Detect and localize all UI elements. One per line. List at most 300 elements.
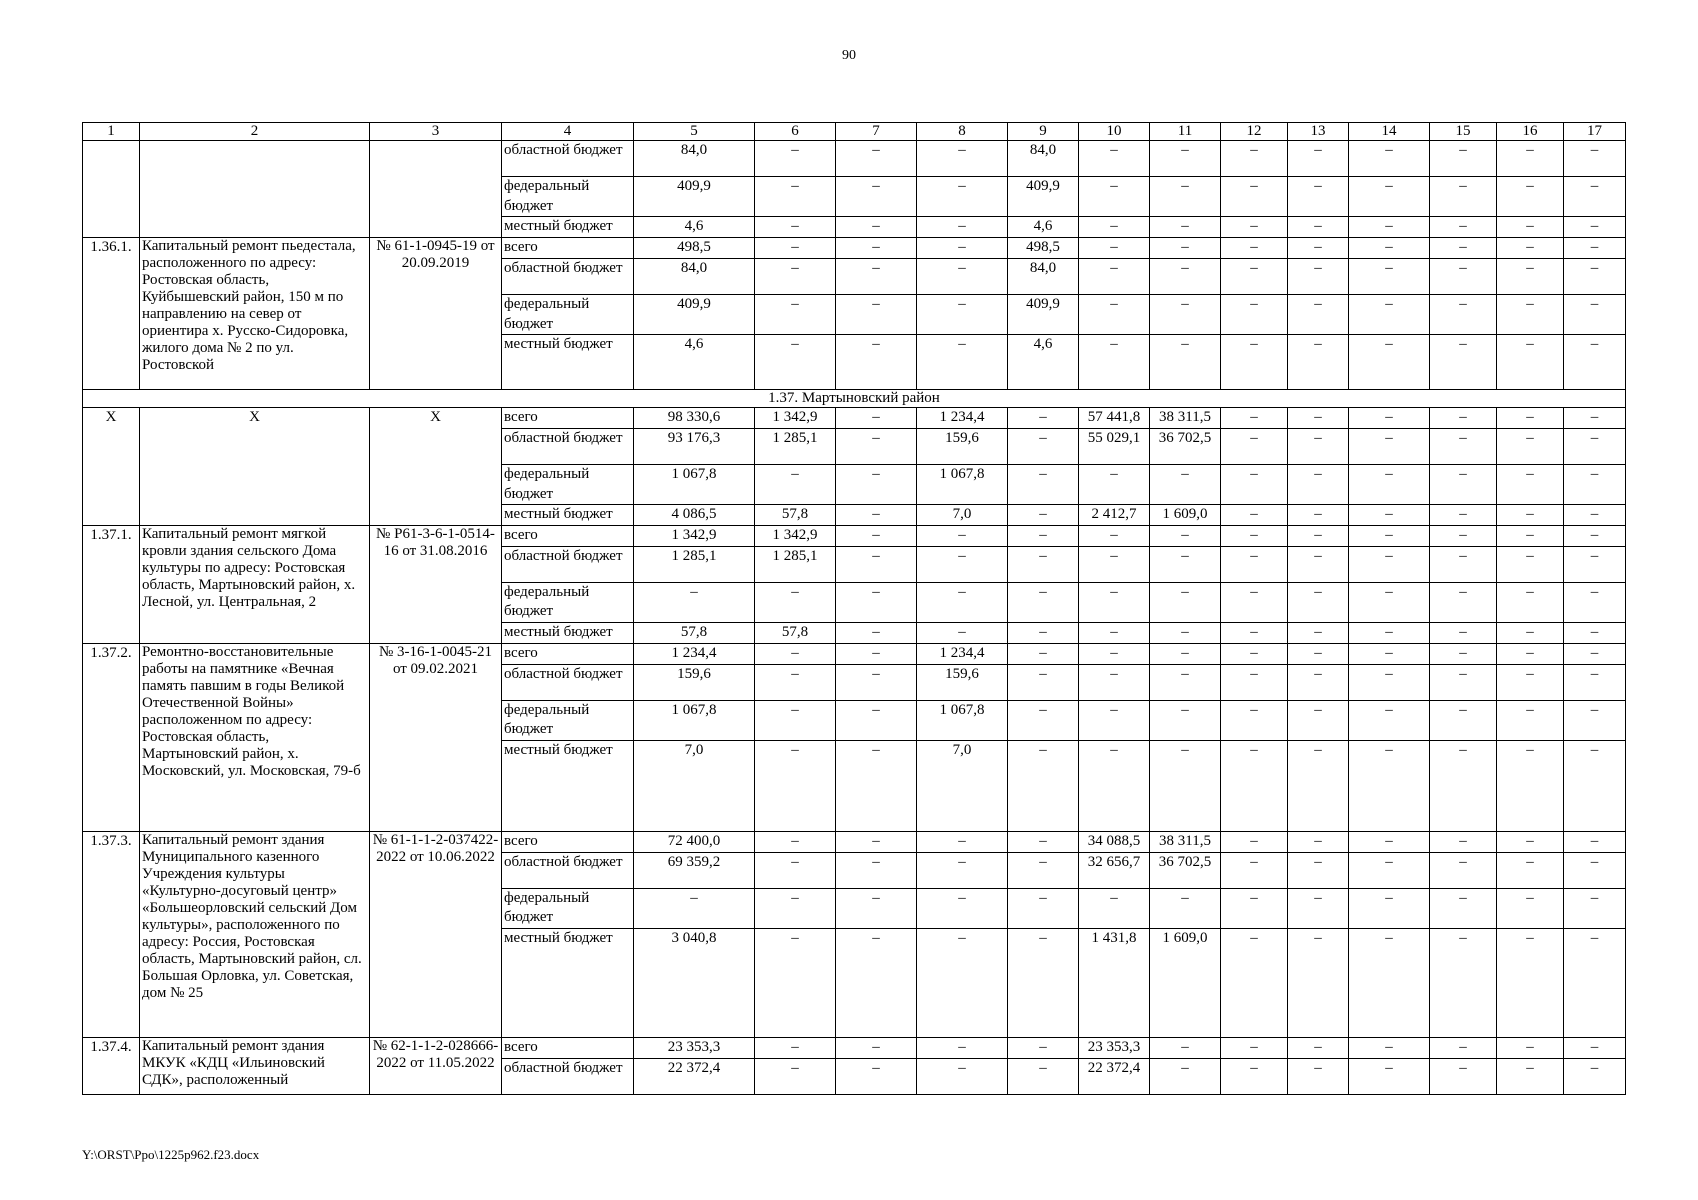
- table-row: [83, 1038, 1626, 1059]
- table-row: [83, 643, 1626, 664]
- dash-cell: –: [1288, 505, 1349, 526]
- document-ref: № Р61-3-6-1-0514-16 от 31.08.2016: [370, 526, 502, 644]
- dash-cell: –: [836, 1038, 917, 1059]
- dash-cell: –: [1430, 582, 1497, 622]
- dash-cell: –: [1288, 582, 1349, 622]
- dash-cell: –: [1221, 408, 1288, 429]
- section-title: 1.37. Мартыновский район: [83, 390, 1626, 408]
- dash-cell: –: [1564, 929, 1626, 1038]
- dash-cell: –: [1349, 464, 1430, 504]
- dash-cell: –: [1150, 526, 1221, 547]
- dash-cell: –: [1497, 582, 1564, 622]
- value-cell: 409,9: [1008, 294, 1079, 334]
- dash-cell: –: [1564, 831, 1626, 852]
- dash-cell: –: [755, 888, 836, 928]
- dash-cell: –: [1221, 335, 1288, 390]
- value-cell: 1 285,1: [755, 428, 836, 464]
- dash-cell: –: [1288, 700, 1349, 740]
- dash-cell: –: [1349, 1058, 1430, 1094]
- dash-cell: –: [1430, 852, 1497, 888]
- dash-cell: –: [1221, 294, 1288, 334]
- document-ref: № 3-16-1-0045-21 от 09.02.2021: [370, 643, 502, 831]
- dash-cell: –: [1349, 929, 1430, 1038]
- dash-cell: –: [1430, 428, 1497, 464]
- value-cell: 1 285,1: [755, 546, 836, 582]
- dash-cell: –: [1564, 217, 1626, 238]
- item-number: 1.37.3.: [83, 831, 140, 1037]
- dash-cell: –: [836, 888, 917, 928]
- source-label: областной бюджет: [502, 546, 634, 582]
- value-cell: 7,0: [917, 740, 1008, 831]
- page-number: 90: [842, 48, 856, 63]
- value-cell: 159,6: [917, 428, 1008, 464]
- dash-cell: –: [836, 740, 917, 831]
- dash-cell: –: [1288, 238, 1349, 259]
- dash-cell: –: [1150, 664, 1221, 700]
- source-label: местный бюджет: [502, 335, 634, 390]
- value-cell: 84,0: [634, 141, 755, 177]
- value-cell: 38 311,5: [1150, 408, 1221, 429]
- item-name: X: [140, 408, 370, 526]
- value-cell: 409,9: [1008, 177, 1079, 217]
- dash-cell: –: [755, 238, 836, 259]
- value-cell: 2 412,7: [1079, 505, 1150, 526]
- dash-cell: –: [1349, 294, 1430, 334]
- value-cell: 4,6: [1008, 335, 1079, 390]
- dash-cell: –: [1497, 1058, 1564, 1094]
- dash-cell: –: [917, 294, 1008, 334]
- dash-cell: –: [917, 177, 1008, 217]
- dash-cell: –: [917, 623, 1008, 644]
- value-cell: 36 702,5: [1150, 428, 1221, 464]
- dash-cell: –: [1430, 643, 1497, 664]
- dash-cell: –: [1288, 852, 1349, 888]
- dash-cell: –: [1221, 1058, 1288, 1094]
- table-row: [83, 141, 1626, 177]
- dash-cell: –: [1564, 505, 1626, 526]
- value-cell: 84,0: [634, 258, 755, 294]
- section-row: [83, 390, 1626, 408]
- dash-cell: –: [1497, 664, 1564, 700]
- dash-cell: –: [1497, 526, 1564, 547]
- header-cell: 7: [836, 123, 917, 141]
- value-cell: 409,9: [634, 294, 755, 334]
- source-label: всего: [502, 238, 634, 259]
- header-cell: 11: [1150, 123, 1221, 141]
- header-cell: 14: [1349, 123, 1430, 141]
- dash-cell: –: [634, 888, 755, 928]
- dash-cell: –: [1564, 1058, 1626, 1094]
- dash-cell: –: [1079, 464, 1150, 504]
- dash-cell: –: [1497, 428, 1564, 464]
- dash-cell: –: [1288, 177, 1349, 217]
- dash-cell: –: [836, 623, 917, 644]
- dash-cell: –: [836, 335, 917, 390]
- dash-cell: –: [1079, 740, 1150, 831]
- header-cell: 3: [370, 123, 502, 141]
- dash-cell: –: [836, 428, 917, 464]
- dash-cell: –: [1150, 177, 1221, 217]
- dash-cell: –: [1079, 294, 1150, 334]
- source-label: всего: [502, 526, 634, 547]
- dash-cell: –: [1221, 852, 1288, 888]
- value-cell: 4,6: [634, 217, 755, 238]
- dash-cell: –: [917, 582, 1008, 622]
- dash-cell: –: [836, 582, 917, 622]
- dash-cell: –: [917, 1038, 1008, 1059]
- dash-cell: –: [1564, 464, 1626, 504]
- dash-cell: –: [1288, 929, 1349, 1038]
- dash-cell: –: [1564, 177, 1626, 217]
- dash-cell: –: [1008, 1038, 1079, 1059]
- dash-cell: –: [1564, 258, 1626, 294]
- dash-cell: –: [1564, 526, 1626, 547]
- dash-cell: –: [1150, 258, 1221, 294]
- dash-cell: –: [1008, 929, 1079, 1038]
- table-row: [83, 526, 1626, 547]
- dash-cell: –: [917, 852, 1008, 888]
- dash-cell: –: [1008, 1058, 1079, 1094]
- item-name: Ремонтно-восстановительные работы на памятнике «Вечная память павшим в годы Великой Отечественной Войны» расположенном по адресу: Ростовская область, Мартыновский район, х. Московский, ул. Московская, 79-б: [140, 643, 370, 831]
- dash-cell: –: [1008, 852, 1079, 888]
- dash-cell: –: [755, 217, 836, 238]
- dash-cell: –: [1079, 623, 1150, 644]
- dash-cell: –: [1008, 740, 1079, 831]
- dash-cell: –: [1349, 643, 1430, 664]
- value-cell: 1 234,4: [634, 643, 755, 664]
- dash-cell: –: [917, 238, 1008, 259]
- dash-cell: –: [1430, 335, 1497, 390]
- value-cell: 4 086,5: [634, 505, 755, 526]
- value-cell: 1 342,9: [755, 408, 836, 429]
- dash-cell: –: [1430, 258, 1497, 294]
- dash-cell: –: [917, 217, 1008, 238]
- source-label: областной бюджет: [502, 258, 634, 294]
- source-label: местный бюджет: [502, 217, 634, 238]
- dash-cell: –: [755, 141, 836, 177]
- dash-cell: –: [1288, 141, 1349, 177]
- header-cell: 2: [140, 123, 370, 141]
- value-cell: 57 441,8: [1079, 408, 1150, 429]
- dash-cell: –: [836, 546, 917, 582]
- value-cell: 159,6: [634, 664, 755, 700]
- dash-cell: –: [1497, 623, 1564, 644]
- dash-cell: –: [836, 217, 917, 238]
- dash-cell: –: [1564, 428, 1626, 464]
- dash-cell: –: [1008, 888, 1079, 928]
- dash-cell: –: [917, 546, 1008, 582]
- dash-cell: –: [755, 700, 836, 740]
- dash-cell: –: [1564, 335, 1626, 390]
- dash-cell: –: [1349, 258, 1430, 294]
- dash-cell: –: [1221, 238, 1288, 259]
- item-name: Капитальный ремонт здания МКУК «КДЦ «Ильиновский СДК», расположенный: [140, 1038, 370, 1095]
- dash-cell: –: [1150, 582, 1221, 622]
- dash-cell: –: [1564, 294, 1626, 334]
- dash-cell: –: [1497, 546, 1564, 582]
- value-cell: 1 342,9: [755, 526, 836, 547]
- document-ref: № 62-1-1-2-028666-2022 от 11.05.2022: [370, 1038, 502, 1095]
- value-cell: 1 067,8: [634, 464, 755, 504]
- dash-cell: –: [836, 505, 917, 526]
- dash-cell: –: [1288, 526, 1349, 547]
- dash-cell: –: [1288, 888, 1349, 928]
- dash-cell: –: [1008, 664, 1079, 700]
- dash-cell: –: [1497, 929, 1564, 1038]
- dash-cell: –: [917, 258, 1008, 294]
- dash-cell: –: [1008, 643, 1079, 664]
- value-cell: 4,6: [1008, 217, 1079, 238]
- dash-cell: –: [1349, 623, 1430, 644]
- dash-cell: –: [917, 929, 1008, 1038]
- dash-cell: –: [836, 831, 917, 852]
- source-label: областной бюджет: [502, 428, 634, 464]
- value-cell: 84,0: [1008, 141, 1079, 177]
- value-cell: 57,8: [755, 505, 836, 526]
- header-cell: 8: [917, 123, 1008, 141]
- dash-cell: –: [1288, 464, 1349, 504]
- dash-cell: –: [1349, 1038, 1430, 1059]
- value-cell: 1 342,9: [634, 526, 755, 547]
- header-cell: 1: [83, 123, 140, 141]
- source-label: федеральный бюджет: [502, 700, 634, 740]
- dash-cell: –: [1150, 623, 1221, 644]
- dash-cell: –: [1221, 141, 1288, 177]
- dash-cell: –: [1150, 740, 1221, 831]
- value-cell: 32 656,7: [1079, 852, 1150, 888]
- dash-cell: –: [1221, 428, 1288, 464]
- source-label: федеральный бюджет: [502, 294, 634, 334]
- dash-cell: –: [755, 582, 836, 622]
- dash-cell: –: [1430, 700, 1497, 740]
- source-label: местный бюджет: [502, 929, 634, 1038]
- value-cell: 22 372,4: [1079, 1058, 1150, 1094]
- value-cell: 57,8: [634, 623, 755, 644]
- dash-cell: –: [1430, 1058, 1497, 1094]
- dash-cell: –: [1150, 335, 1221, 390]
- dash-cell: –: [1430, 664, 1497, 700]
- dash-cell: –: [1288, 217, 1349, 238]
- value-cell: 98 330,6: [634, 408, 755, 429]
- dash-cell: –: [836, 408, 917, 429]
- dash-cell: –: [1497, 700, 1564, 740]
- dash-cell: –: [1079, 582, 1150, 622]
- item-name: Капитальный ремонт мягкой кровли здания сельского Дома культуры по адресу: Ростовская область, Мартыновский район, х. Лесной, ул. Центральная, 2: [140, 526, 370, 644]
- dash-cell: –: [634, 582, 755, 622]
- value-cell: 1 067,8: [917, 700, 1008, 740]
- dash-cell: –: [1497, 643, 1564, 664]
- dash-cell: –: [755, 177, 836, 217]
- dash-cell: –: [1288, 335, 1349, 390]
- dash-cell: –: [1221, 582, 1288, 622]
- dash-cell: –: [1564, 888, 1626, 928]
- dash-cell: –: [1221, 929, 1288, 1038]
- value-cell: 38 311,5: [1150, 831, 1221, 852]
- value-cell: 1 609,0: [1150, 505, 1221, 526]
- dash-cell: –: [917, 526, 1008, 547]
- dash-cell: –: [917, 1058, 1008, 1094]
- source-label: федеральный бюджет: [502, 888, 634, 928]
- dash-cell: –: [836, 464, 917, 504]
- dash-cell: –: [755, 1058, 836, 1094]
- dash-cell: –: [1497, 238, 1564, 259]
- value-cell: 1 067,8: [917, 464, 1008, 504]
- dash-cell: –: [1349, 740, 1430, 831]
- value-cell: 1 285,1: [634, 546, 755, 582]
- dash-cell: –: [1150, 1058, 1221, 1094]
- dash-cell: –: [836, 852, 917, 888]
- dash-cell: –: [1008, 546, 1079, 582]
- dash-cell: –: [1430, 831, 1497, 852]
- dash-cell: –: [1349, 217, 1430, 238]
- dash-cell: –: [1349, 582, 1430, 622]
- value-cell: 22 372,4: [634, 1058, 755, 1094]
- dash-cell: –: [1430, 740, 1497, 831]
- header-cell: 13: [1288, 123, 1349, 141]
- empty-doc-cell: [370, 141, 502, 238]
- value-cell: 55 029,1: [1079, 428, 1150, 464]
- dash-cell: –: [1497, 464, 1564, 504]
- dash-cell: –: [917, 335, 1008, 390]
- dash-cell: –: [1497, 740, 1564, 831]
- dash-cell: –: [836, 526, 917, 547]
- value-cell: 7,0: [917, 505, 1008, 526]
- dash-cell: –: [1564, 546, 1626, 582]
- dash-cell: –: [1008, 428, 1079, 464]
- dash-cell: –: [1349, 700, 1430, 740]
- value-cell: 1 067,8: [634, 700, 755, 740]
- dash-cell: –: [1564, 852, 1626, 888]
- dash-cell: –: [1349, 546, 1430, 582]
- dash-cell: –: [1288, 1038, 1349, 1059]
- dash-cell: –: [1079, 335, 1150, 390]
- dash-cell: –: [1430, 526, 1497, 547]
- source-label: областной бюджет: [502, 1058, 634, 1094]
- dash-cell: –: [1430, 141, 1497, 177]
- dash-cell: –: [1079, 177, 1150, 217]
- item-name: Капитальный ремонт здания Муниципального казенного Учреждения культуры «Культурно-досуговый центр» «Большеорловский сельский Дом культуры», расположенного по адресу: Россия, Ростовская область, Мартыновский район, сл. Большая Орловка, ул. Советская, дом № 25: [140, 831, 370, 1037]
- value-cell: 498,5: [634, 238, 755, 259]
- dash-cell: –: [1008, 831, 1079, 852]
- dash-cell: –: [755, 740, 836, 831]
- dash-cell: –: [1288, 546, 1349, 582]
- header-cell: 17: [1564, 123, 1626, 141]
- dash-cell: –: [1221, 623, 1288, 644]
- item-number: 1.37.2.: [83, 643, 140, 831]
- value-cell: 409,9: [634, 177, 755, 217]
- value-cell: 1 234,4: [917, 408, 1008, 429]
- value-cell: 36 702,5: [1150, 852, 1221, 888]
- dash-cell: –: [755, 664, 836, 700]
- dash-cell: –: [1430, 238, 1497, 259]
- dash-cell: –: [1079, 258, 1150, 294]
- header-cell: 16: [1497, 123, 1564, 141]
- dash-cell: –: [1564, 408, 1626, 429]
- dash-cell: –: [755, 831, 836, 852]
- dash-cell: –: [1564, 1038, 1626, 1059]
- budget-table: [82, 122, 1626, 1095]
- dash-cell: –: [1349, 238, 1430, 259]
- source-label: областной бюджет: [502, 141, 634, 177]
- source-label: федеральный бюджет: [502, 464, 634, 504]
- dash-cell: –: [755, 1038, 836, 1059]
- dash-cell: –: [1150, 1038, 1221, 1059]
- dash-cell: –: [1349, 335, 1430, 390]
- dash-cell: –: [1430, 929, 1497, 1038]
- value-cell: 3 040,8: [634, 929, 755, 1038]
- dash-cell: –: [1008, 582, 1079, 622]
- dash-cell: –: [1221, 831, 1288, 852]
- dash-cell: –: [1288, 664, 1349, 700]
- dash-cell: –: [1221, 546, 1288, 582]
- dash-cell: –: [917, 831, 1008, 852]
- dash-cell: –: [1497, 408, 1564, 429]
- dash-cell: –: [1150, 546, 1221, 582]
- header-cell: 6: [755, 123, 836, 141]
- dash-cell: –: [1221, 217, 1288, 238]
- dash-cell: –: [1564, 238, 1626, 259]
- value-cell: 1 431,8: [1079, 929, 1150, 1038]
- header-cell: 5: [634, 123, 755, 141]
- dash-cell: –: [1221, 464, 1288, 504]
- dash-cell: –: [1497, 177, 1564, 217]
- dash-cell: –: [1349, 831, 1430, 852]
- dash-cell: –: [1430, 408, 1497, 429]
- dash-cell: –: [1430, 505, 1497, 526]
- dash-cell: –: [1079, 217, 1150, 238]
- value-cell: 69 359,2: [634, 852, 755, 888]
- dash-cell: –: [836, 1058, 917, 1094]
- dash-cell: –: [1221, 505, 1288, 526]
- dash-cell: –: [1150, 294, 1221, 334]
- dash-cell: –: [1349, 664, 1430, 700]
- dash-cell: –: [1079, 546, 1150, 582]
- item-number: 1.37.1.: [83, 526, 140, 644]
- value-cell: 7,0: [634, 740, 755, 831]
- item-number: X: [83, 408, 140, 526]
- source-label: местный бюджет: [502, 623, 634, 644]
- dash-cell: –: [1430, 177, 1497, 217]
- item-number: 1.37.4.: [83, 1038, 140, 1095]
- dash-cell: –: [836, 258, 917, 294]
- table-row: [83, 408, 1626, 429]
- empty-num-cell: [83, 141, 140, 238]
- header-cell: 4: [502, 123, 634, 141]
- dash-cell: –: [1288, 643, 1349, 664]
- empty-name-cell: [140, 141, 370, 238]
- document-ref: X: [370, 408, 502, 526]
- dash-cell: –: [1079, 643, 1150, 664]
- dash-cell: –: [1008, 700, 1079, 740]
- value-cell: 34 088,5: [1079, 831, 1150, 852]
- dash-cell: –: [1221, 888, 1288, 928]
- item-number: 1.36.1.: [83, 238, 140, 390]
- dash-cell: –: [1150, 700, 1221, 740]
- value-cell: 57,8: [755, 623, 836, 644]
- dash-cell: –: [1008, 408, 1079, 429]
- footer-file-path: Y:\ORST\Ppo\1225p962.f23.docx: [82, 1147, 260, 1162]
- dash-cell: –: [1497, 141, 1564, 177]
- source-label: местный бюджет: [502, 505, 634, 526]
- source-label: всего: [502, 408, 634, 429]
- dash-cell: –: [1288, 258, 1349, 294]
- dash-cell: –: [1079, 526, 1150, 547]
- source-label: всего: [502, 831, 634, 852]
- dash-cell: –: [1564, 582, 1626, 622]
- item-name: Капитальный ремонт пьедестала, расположенного по адресу: Ростовская область, Куйбышевский район, 150 м по направлению на север от ориентира х. Русско-Сидоровка, жилого дома № 2 по ул. Ростовской: [140, 238, 370, 390]
- dash-cell: –: [1288, 408, 1349, 429]
- dash-cell: –: [1288, 294, 1349, 334]
